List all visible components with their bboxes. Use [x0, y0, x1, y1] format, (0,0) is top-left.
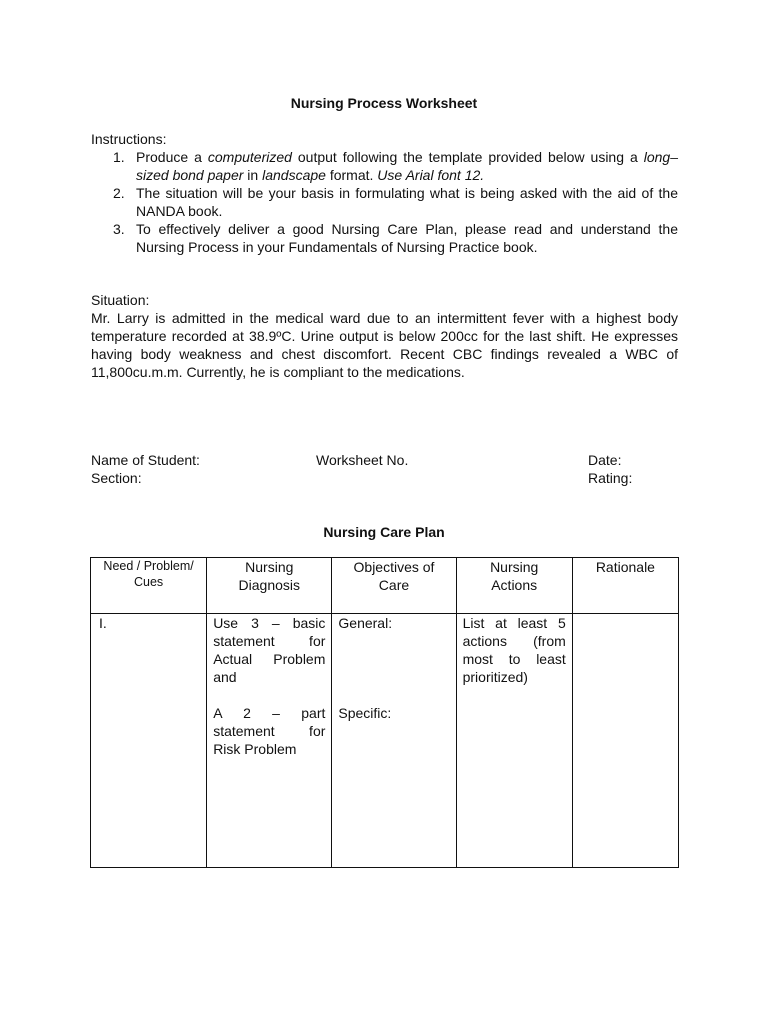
header-rationale: Rationale: [572, 558, 678, 614]
header-diagnosis-label: Nursing Diagnosis: [238, 559, 301, 593]
instruction-text: Use Arial font 12.: [377, 167, 485, 183]
section-field: Section:: [91, 470, 142, 486]
instructions-list: [91, 148, 678, 256]
instruction-item: [91, 220, 678, 256]
instruction-text: The situation will be your basis in formulating what is being asked with the aid of the NANDA book.: [136, 185, 678, 219]
instruction-number: 3.: [113, 221, 125, 237]
instruction-item: [91, 148, 678, 184]
objectives-general: General:: [338, 615, 393, 631]
situation-text: Mr. Larry is admitted in the medical ward due to an intermittent fever with a highest body temperature recorded at 38.9ºC. Urine output is below 200cc for the last shift. He expresses having body weakness and chest discomfort. Recent CBC findings revealed a WBC of 11,800cu.m.m. Currently, he is compliant to the medications.: [91, 310, 678, 380]
table-header-row: [91, 558, 679, 614]
header-objectives: [332, 558, 456, 614]
name-of-student-field: Name of Student:: [91, 452, 200, 468]
instruction-text: landscape: [262, 167, 326, 183]
instruction-item: [91, 184, 678, 220]
instruction-number: 2.: [113, 185, 125, 201]
cell-objectives: [332, 614, 456, 868]
table-row: [91, 614, 679, 868]
situation-label: Situation:: [91, 292, 150, 308]
care-plan-title: Nursing Care Plan: [323, 524, 445, 540]
worksheet-no-field: Worksheet No.: [316, 452, 409, 468]
instructions-label: Instructions:: [91, 131, 167, 147]
instruction-text: Produce a: [136, 149, 208, 165]
diagnosis-spacer: [213, 686, 325, 704]
document-title: Nursing Process Worksheet: [290, 95, 478, 111]
date-field: Date:: [588, 452, 622, 468]
objectives-spacer: [338, 632, 449, 704]
cell-diagnosis: [207, 614, 332, 868]
cell-cues: I.: [91, 614, 207, 868]
instruction-text: To effectively deliver a good Nursing Care Plan, please read and understand the Nursing Process in your Fundamentals of Nursing Practice book.: [136, 221, 678, 255]
instruction-text: output following the template provided below using a: [291, 149, 644, 165]
instruction-text: computerized: [207, 149, 292, 165]
header-diagnosis: [207, 558, 332, 614]
header-cues: Need / Problem/ Cues: [91, 558, 207, 614]
rating-field: Rating:: [588, 470, 633, 486]
instruction-text: long–sized bond paper: [136, 149, 678, 183]
diagnosis-actual: Use 3 – basic statement for Actual Problem and: [213, 615, 326, 685]
care-plan-table: [90, 557, 679, 868]
instruction-number: 1.: [113, 149, 125, 165]
objectives-specific: Specific:: [338, 705, 392, 721]
header-objectives-label: Objectives of Care: [353, 559, 435, 593]
actions-text: List at least 5 actions (from most to least prioritized): [462, 615, 566, 685]
header-actions: [456, 558, 572, 614]
header-actions-label: Nursing Actions: [490, 559, 539, 593]
cell-actions: [456, 614, 572, 868]
cell-rationale: [572, 614, 678, 868]
diagnosis-risk: A 2 – part statement for Risk Problem: [213, 705, 326, 757]
instruction-text: in: [243, 167, 263, 183]
instruction-text: format.: [325, 167, 378, 183]
